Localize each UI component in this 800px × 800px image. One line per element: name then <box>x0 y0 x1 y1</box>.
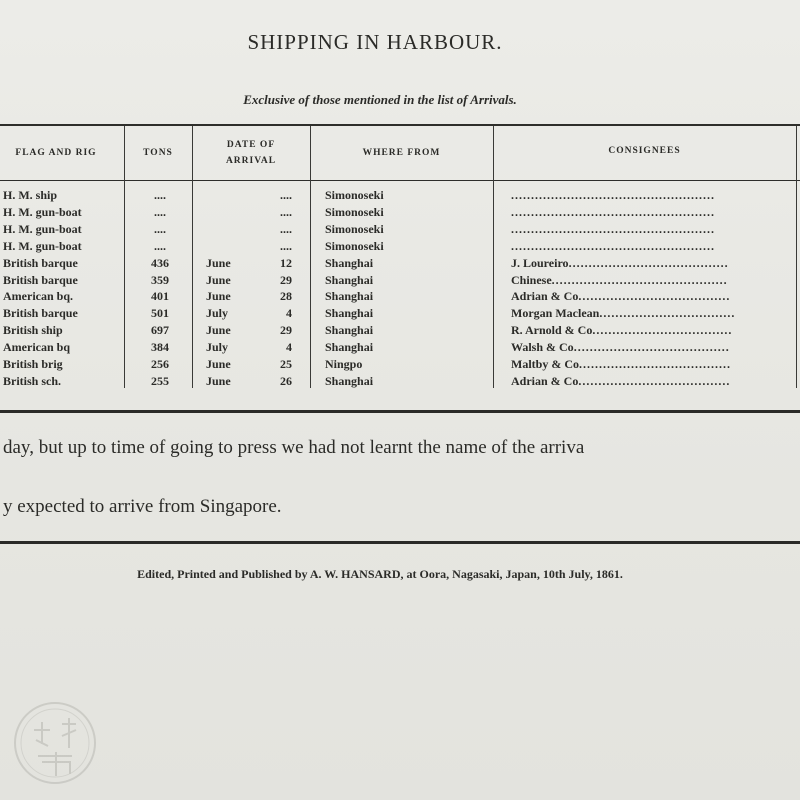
flag-and-rig-cell: British brig <box>3 357 63 371</box>
table-row <box>0 188 800 205</box>
consignee-cell <box>511 340 793 355</box>
flag-and-rig-cell: British barque <box>3 306 78 321</box>
where-from-cell: Shanghai <box>325 340 374 355</box>
dealer-seal-stamp <box>12 700 98 786</box>
where-from-cell: Shanghai <box>325 289 374 304</box>
tons-cell: 384 <box>151 340 169 355</box>
dot-leader: ...................................... <box>578 373 731 388</box>
where-from-cell: Shanghai <box>325 306 374 321</box>
arrival-month-cell: June <box>206 255 231 270</box>
consignee-cell <box>511 323 793 338</box>
imprint-rule <box>0 541 800 544</box>
tons-cell: 359 <box>151 272 169 287</box>
consignee-cell <box>511 357 793 372</box>
table-row <box>0 273 800 290</box>
table-row <box>0 323 800 340</box>
header-flag-and-rig: FLAG AND RIG <box>15 148 97 158</box>
table-row <box>0 289 800 306</box>
table-row <box>0 222 800 239</box>
header-date-line2: ARRIVAL <box>225 156 277 166</box>
arrival-month-cell: June <box>206 357 231 371</box>
flag-and-rig-cell: H. M. ship <box>3 188 58 202</box>
where-from-cell: Shanghai <box>325 373 374 388</box>
table-header-rule <box>0 180 800 181</box>
arrival-month-cell: July <box>206 306 229 321</box>
dot-leader: ....................................... <box>573 340 730 355</box>
where-from-cell: Shanghai <box>325 272 374 287</box>
consignee-name: R. Arnold & Co <box>511 323 593 338</box>
dot-leader: ...................................... <box>578 289 731 304</box>
page-title: SHIPPING IN HARBOUR. <box>247 30 503 54</box>
flag-and-rig-cell: British barque <box>3 255 78 270</box>
consignee-name: Adrian & Co <box>511 373 579 388</box>
news-paragraph: day, but up to time of going to press we had not learnt the name of the arriva <box>3 437 585 458</box>
arrival-day-cell: .... <box>280 221 292 236</box>
tons-cell: 501 <box>151 306 169 321</box>
tons-cell: 697 <box>151 323 169 338</box>
consignee-name: Adrian & Co <box>511 289 579 304</box>
table-row <box>0 306 800 323</box>
table-row <box>0 374 800 391</box>
flag-and-rig-cell: American bq. <box>3 289 73 304</box>
consignee-cell <box>511 289 793 304</box>
arrival-day-cell: .... <box>280 188 292 202</box>
dot-leader: ...................................... <box>579 357 731 371</box>
tons-cell: 255 <box>151 373 169 388</box>
flag-and-rig-cell: British barque <box>3 272 78 287</box>
flag-and-rig-cell: H. M. gun-boat <box>3 204 82 219</box>
arrival-day-cell: 29 <box>280 323 292 338</box>
where-from-cell: Simonoseki <box>325 238 384 253</box>
consignee-cell <box>511 188 793 203</box>
dot-leader: ............................................ <box>551 272 728 287</box>
tons-cell: .... <box>154 221 166 236</box>
arrival-day-cell: 12 <box>280 255 292 270</box>
table-row <box>0 205 800 222</box>
arrival-day-cell: 4 <box>286 340 292 355</box>
flag-and-rig-cell: H. M. gun-boat <box>3 238 82 253</box>
consignee-name: Morgan Maclean <box>511 306 600 321</box>
consignee-name: Maltby & Co <box>511 357 579 371</box>
arrival-day-cell: 29 <box>280 272 292 287</box>
dot-leader: ........................................ <box>568 255 729 270</box>
arrival-day-cell: .... <box>280 238 292 253</box>
tons-cell: 401 <box>151 289 169 304</box>
tons-cell: .... <box>154 188 166 202</box>
table-top-rule <box>0 124 800 126</box>
table-row <box>0 239 800 256</box>
arrival-month-cell: June <box>206 373 231 388</box>
arrival-day-cell: 28 <box>280 289 292 304</box>
tons-cell: .... <box>154 238 166 253</box>
consignee-name: J. Loureiro <box>511 255 569 270</box>
flag-and-rig-cell: British ship <box>3 323 63 338</box>
consignee-cell <box>511 256 793 271</box>
arrival-month-cell: July <box>206 340 229 355</box>
dot-leader: ................................... <box>592 323 733 338</box>
arrival-day-cell: .... <box>280 204 292 219</box>
arrival-day-cell: 4 <box>286 306 292 321</box>
where-from-cell: Shanghai <box>325 323 374 338</box>
dot-leader: ................................................... <box>511 238 715 253</box>
tons-cell: 256 <box>151 357 169 371</box>
dot-leader: ................................................... <box>511 221 715 236</box>
table-row <box>0 357 800 374</box>
dot-leader: ................................................... <box>511 204 715 219</box>
news-paragraph: y expected to arrive from Singapore. <box>3 496 282 517</box>
table-row <box>0 340 800 357</box>
table-bottom-rule <box>0 410 800 413</box>
consignee-cell <box>511 239 793 254</box>
arrival-month-cell: June <box>206 289 231 304</box>
publisher-imprint: Edited, Printed and Published by A. W. HANSARD, at Oora, Nagasaki, Japan, 10th July, 1861. <box>137 567 623 581</box>
where-from-cell: Ningpo <box>325 357 363 371</box>
consignee-cell <box>511 273 793 288</box>
table-row <box>0 256 800 273</box>
consignee-cell <box>511 222 793 237</box>
consignee-name: Walsh & Co <box>511 340 574 355</box>
where-from-cell: Simonoseki <box>325 188 384 202</box>
header-where-from: WHERE FROM <box>362 148 441 158</box>
dot-leader: ................................................... <box>511 188 715 202</box>
header-consignees: CONSIGNEES <box>608 146 681 156</box>
page-subtitle: Exclusive of those mentioned in the list of Arrivals. <box>243 92 517 107</box>
where-from-cell: Simonoseki <box>325 221 384 236</box>
header-date-line1: DATE OF <box>226 140 276 150</box>
arrival-day-cell: 26 <box>280 373 292 388</box>
where-from-cell: Simonoseki <box>325 204 384 219</box>
consignee-name: Chinese <box>511 272 552 287</box>
tons-cell: 436 <box>151 255 169 270</box>
arrival-month-cell: June <box>206 272 231 287</box>
arrival-month-cell: June <box>206 323 231 338</box>
consignee-cell <box>511 205 793 220</box>
header-tons: TONS <box>143 148 173 158</box>
arrival-day-cell: 25 <box>280 357 292 371</box>
consignee-cell <box>511 306 793 321</box>
flag-and-rig-cell: H. M. gun-boat <box>3 221 82 236</box>
tons-cell: .... <box>154 204 166 219</box>
flag-and-rig-cell: American bq <box>3 340 70 355</box>
where-from-cell: Shanghai <box>325 255 374 270</box>
consignee-cell <box>511 374 793 389</box>
dot-leader: .................................. <box>599 306 736 321</box>
flag-and-rig-cell: British sch. <box>3 373 62 388</box>
